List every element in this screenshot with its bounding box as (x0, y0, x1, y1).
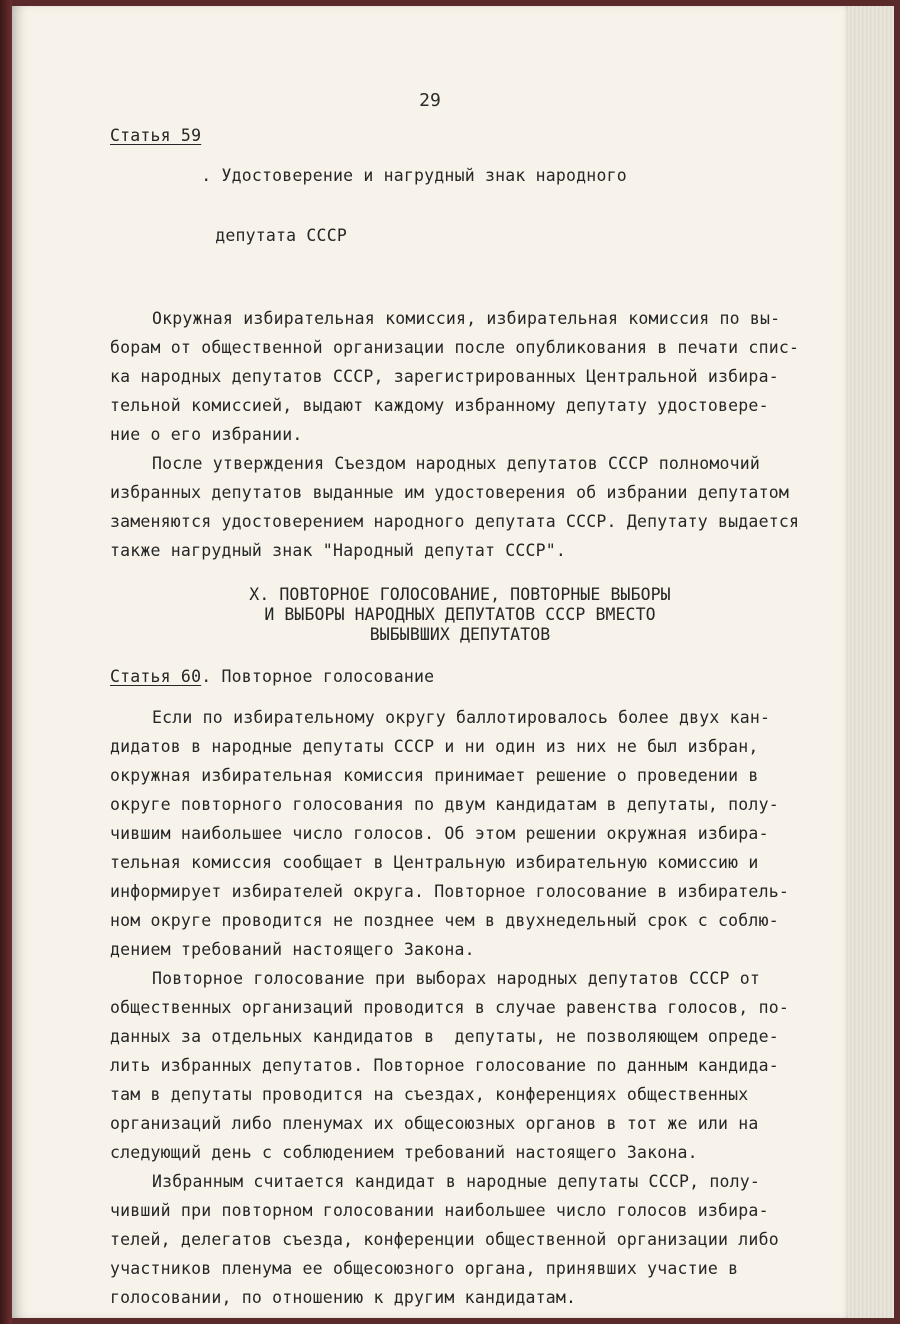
text-line: окружная избирательная комиссия принимает решение о проведении в (110, 766, 759, 785)
text-line: там в депутаты проводится на съездах, конференциях общественных (110, 1085, 749, 1104)
text-line: организаций либо пленумах их общесоюзных органов в тот же или на (110, 1114, 759, 1133)
section-heading-line: X. ПОВТОРНОЕ ГОЛОСОВАНИЕ, ПОВТОРНЫЕ ВЫБОРЫ (249, 585, 671, 604)
text-line: лить избранных депутатов. Повторное голосование по данным кандида- (110, 1056, 779, 1075)
text-line: данных за отдельных кандидатов в депутаты, не позволяющем опреде- (110, 1027, 779, 1046)
text-line: Повторное голосование при выборах народных депутатов СССР от (152, 969, 761, 988)
article-59-title-line-2: депутата СССР (215, 226, 347, 245)
page-content (110, 126, 810, 1312)
article-60-paragraph-1 (110, 703, 810, 964)
text-line: Избранным считается кандидат в народные депутаты СССР, полу- (152, 1172, 761, 1191)
article-60-paragraph-2 (110, 964, 810, 1167)
book-cover-edge (894, 0, 900, 1324)
article-59-heading (110, 126, 810, 286)
text-line: дидатов в народные депутаты СССР и ни один из них не был избран, (110, 737, 759, 756)
text-line: ном округе проводится не позднее чем в двухнедельный срок с соблю- (110, 911, 779, 930)
text-line: информирует избирателей округа. Повторное голосование в избиратель- (110, 882, 789, 901)
text-line: После утверждения Съездом народных депутатов СССР полномочий (152, 454, 761, 473)
text-line: тельной комиссией, выдают каждому избранному депутату удостовере- (110, 396, 769, 415)
article-59-number: Статья 59 (110, 126, 202, 145)
section-x-heading (110, 585, 810, 645)
text-line: дением требований настоящего Закона. (110, 940, 475, 959)
article-60-heading (110, 667, 810, 687)
text-line: участников пленума ее общесоюзного органа, принявших участие в (110, 1259, 739, 1278)
text-line: общественных организаций проводится в случае равенства голосов, по- (110, 998, 789, 1017)
text-line: округе повторного голосования по двум кандидатам в депутаты, полу- (110, 795, 779, 814)
article-59-paragraph-2 (110, 449, 810, 565)
article-59-title-line-1: . Удостоверение и нагрудный знак народного (201, 166, 627, 185)
text-line: голосовании, по отношению к другим кандидатам. (110, 1288, 577, 1307)
document-page (12, 6, 848, 1318)
article-60-title: . Повторное голосование (201, 667, 435, 686)
article-60-paragraph-3 (110, 1167, 810, 1312)
page-stack-edges (848, 6, 894, 1318)
section-heading-line: ВЫБЫВШИХ ДЕПУТАТОВ (369, 625, 551, 644)
text-line: Окружная избирательная комиссия, избирательная комиссия по вы- (152, 309, 781, 328)
text-line: следующий день с соблюдением требований настоящего Закона. (110, 1143, 698, 1162)
text-line: ка народных депутатов СССР, зарегистрированных Центральной избира- (110, 367, 779, 386)
text-line: избранных депутатов выданные им удостоверения об избрании депутатом (110, 483, 789, 502)
text-line: чившим наибольшее число голосов. Об этом решении окружная избира- (110, 824, 769, 843)
text-line: Если по избирательному округу баллотировалось более двух кан- (152, 708, 771, 727)
text-line: борам от общественной организации после опубликования в печати спис- (110, 338, 800, 357)
article-60-number: Статья 60 (110, 667, 202, 686)
section-heading-line: И ВЫБОРЫ НАРОДНЫХ ДЕПУТАТОВ СССР ВМЕСТО (264, 605, 656, 624)
article-59-paragraph-1 (110, 304, 810, 449)
text-line: также нагрудный знак "Народный депутат СССР". (110, 541, 567, 560)
text-line: чивший при повторном голосовании наибольшее число голосов избира- (110, 1201, 769, 1220)
text-line: заменяются удостоверением народного депутата СССР. Депутату выдается (110, 512, 800, 531)
page-number: 29 (419, 90, 441, 111)
text-line: тельная комиссия сообщает в Центральную избирательную комиссию и (110, 853, 759, 872)
text-line: ние о его избрании. (110, 425, 303, 444)
text-line: телей, делегатов съезда, конференции общественной организации либо (110, 1230, 779, 1249)
book-binding (0, 0, 12, 1324)
